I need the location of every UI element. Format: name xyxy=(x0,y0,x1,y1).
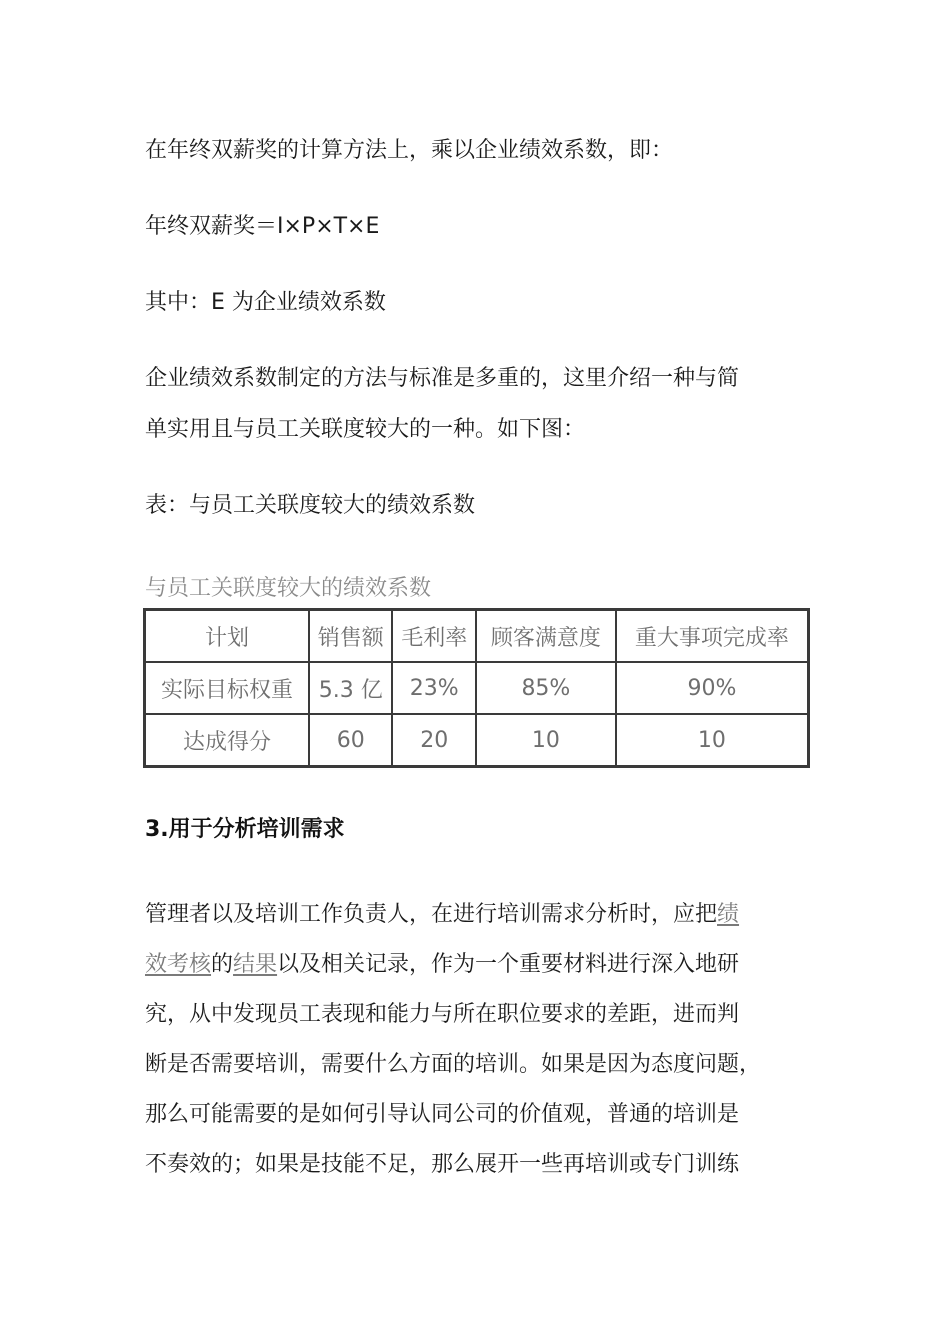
table-cell: 顾客满意度 xyxy=(476,610,616,662)
section-heading: 3.用于分析培训需求 xyxy=(145,817,345,842)
table-cell: 重大事项完成率 xyxy=(616,610,808,662)
table-cell: 10 xyxy=(616,714,808,766)
table-row xyxy=(145,662,808,714)
paragraph-coefficient-intro-line2: 单实用且与员工关联度较大的一种。如下图： xyxy=(145,417,586,442)
table-cell: 销售额 xyxy=(309,610,393,662)
table-cell: 计划 xyxy=(145,610,309,662)
text-run: 管理者以及培训工作负责人，在进行培训需求分析时，应把 xyxy=(145,902,718,927)
table-cell: 5.3 亿 xyxy=(309,662,393,714)
table-cell: 10 xyxy=(476,714,616,766)
paragraph-table-label: 表：与员工关联度较大的绩效系数 xyxy=(145,493,476,518)
paragraph-bonus-formula: 年终双薪奖＝I×P×T×E xyxy=(145,214,380,239)
link-performance-appraisal-part2[interactable]: 效考核 xyxy=(145,952,212,977)
table-cell: 达成得分 xyxy=(145,714,309,766)
paragraph-line: 那么可能需要的是如何引导认同公司的价值观，普通的培训是 xyxy=(145,1102,740,1127)
table-cell: 60 xyxy=(309,714,393,766)
table-row xyxy=(145,714,808,766)
paragraph-line: 断是否需要培训，需要什么方面的培训。如果是因为态度问题， xyxy=(145,1052,762,1077)
table-cell: 毛利率 xyxy=(392,610,476,662)
link-result[interactable]: 结果 xyxy=(233,952,278,977)
performance-coefficient-table xyxy=(143,608,810,768)
paragraph-coefficient-intro-line1: 企业绩效系数制定的方法与标准是多重的，这里介绍一种与简 xyxy=(145,366,740,391)
paragraph-bonus-method: 在年终双薪奖的计算方法上，乘以企业绩效系数，即： xyxy=(145,138,674,163)
table-cell: 23% xyxy=(392,662,476,714)
table-row xyxy=(145,610,808,662)
table-cell: 90% xyxy=(616,662,808,714)
text-run: 的 xyxy=(211,952,234,977)
paragraph-line: 不奏效的；如果是技能不足，那么展开一些再培训或专门训练 xyxy=(145,1152,740,1177)
paragraph-line xyxy=(145,940,810,990)
table-caption: 与员工关联度较大的绩效系数 xyxy=(145,576,432,601)
link-performance-appraisal-part1[interactable]: 绩 xyxy=(717,902,740,927)
training-needs-paragraph xyxy=(145,890,810,1190)
text-run: 以及相关记录，作为一个重要材料进行深入地研 xyxy=(277,952,740,977)
table-cell: 20 xyxy=(392,714,476,766)
paragraph-e-definition: 其中：E 为企业绩效系数 xyxy=(145,290,386,315)
paragraph-line: 究，从中发现员工表现和能力与所在职位要求的差距，进而判 xyxy=(145,1002,740,1027)
paragraph-line xyxy=(145,890,810,940)
table-cell: 实际目标权重 xyxy=(145,662,309,714)
table-cell: 85% xyxy=(476,662,616,714)
